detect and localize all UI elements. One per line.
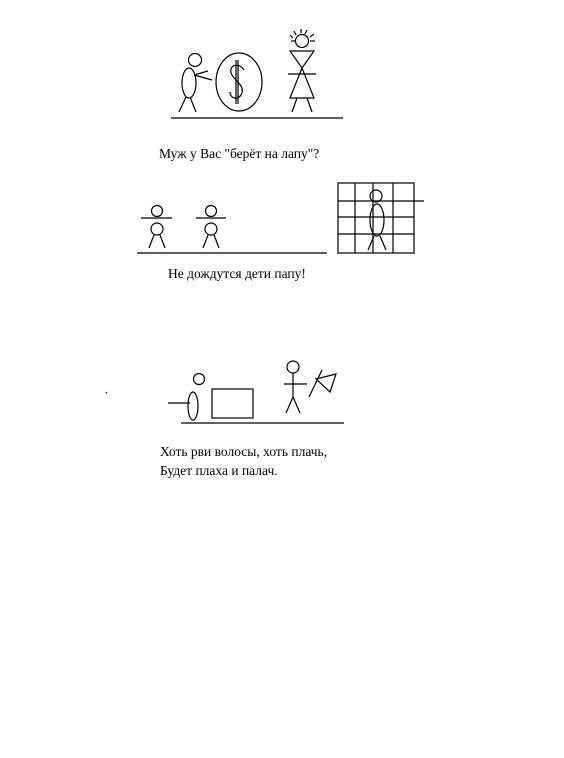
wife-figure [288, 29, 316, 112]
caption-children-waiting: Не дождутся дети папу! [168, 266, 306, 281]
father-figure [368, 190, 386, 250]
dollar-coin-icon [216, 53, 262, 111]
chopping-block [212, 389, 253, 418]
stray-mark [106, 392, 107, 393]
panel-children-illustration [137, 183, 424, 253]
husband-figure [179, 54, 212, 113]
child-figure-right [196, 206, 226, 249]
caption-bribe-question: Муж у Вас "берёт на лапу"? [159, 146, 320, 161]
axe-icon [309, 370, 336, 397]
kneeling-figure [168, 374, 205, 421]
caption-verse-line-1: Хоть рви волосы, хоть плачь, [160, 444, 328, 459]
panel-execution-illustration [106, 361, 344, 423]
executioner-figure [284, 361, 307, 413]
panel-bribe-illustration [171, 29, 343, 118]
prison-bars-icon [338, 183, 424, 253]
child-figure-left [141, 206, 172, 249]
caption-verse-line-2: Будет плаха и палач. [160, 463, 278, 478]
